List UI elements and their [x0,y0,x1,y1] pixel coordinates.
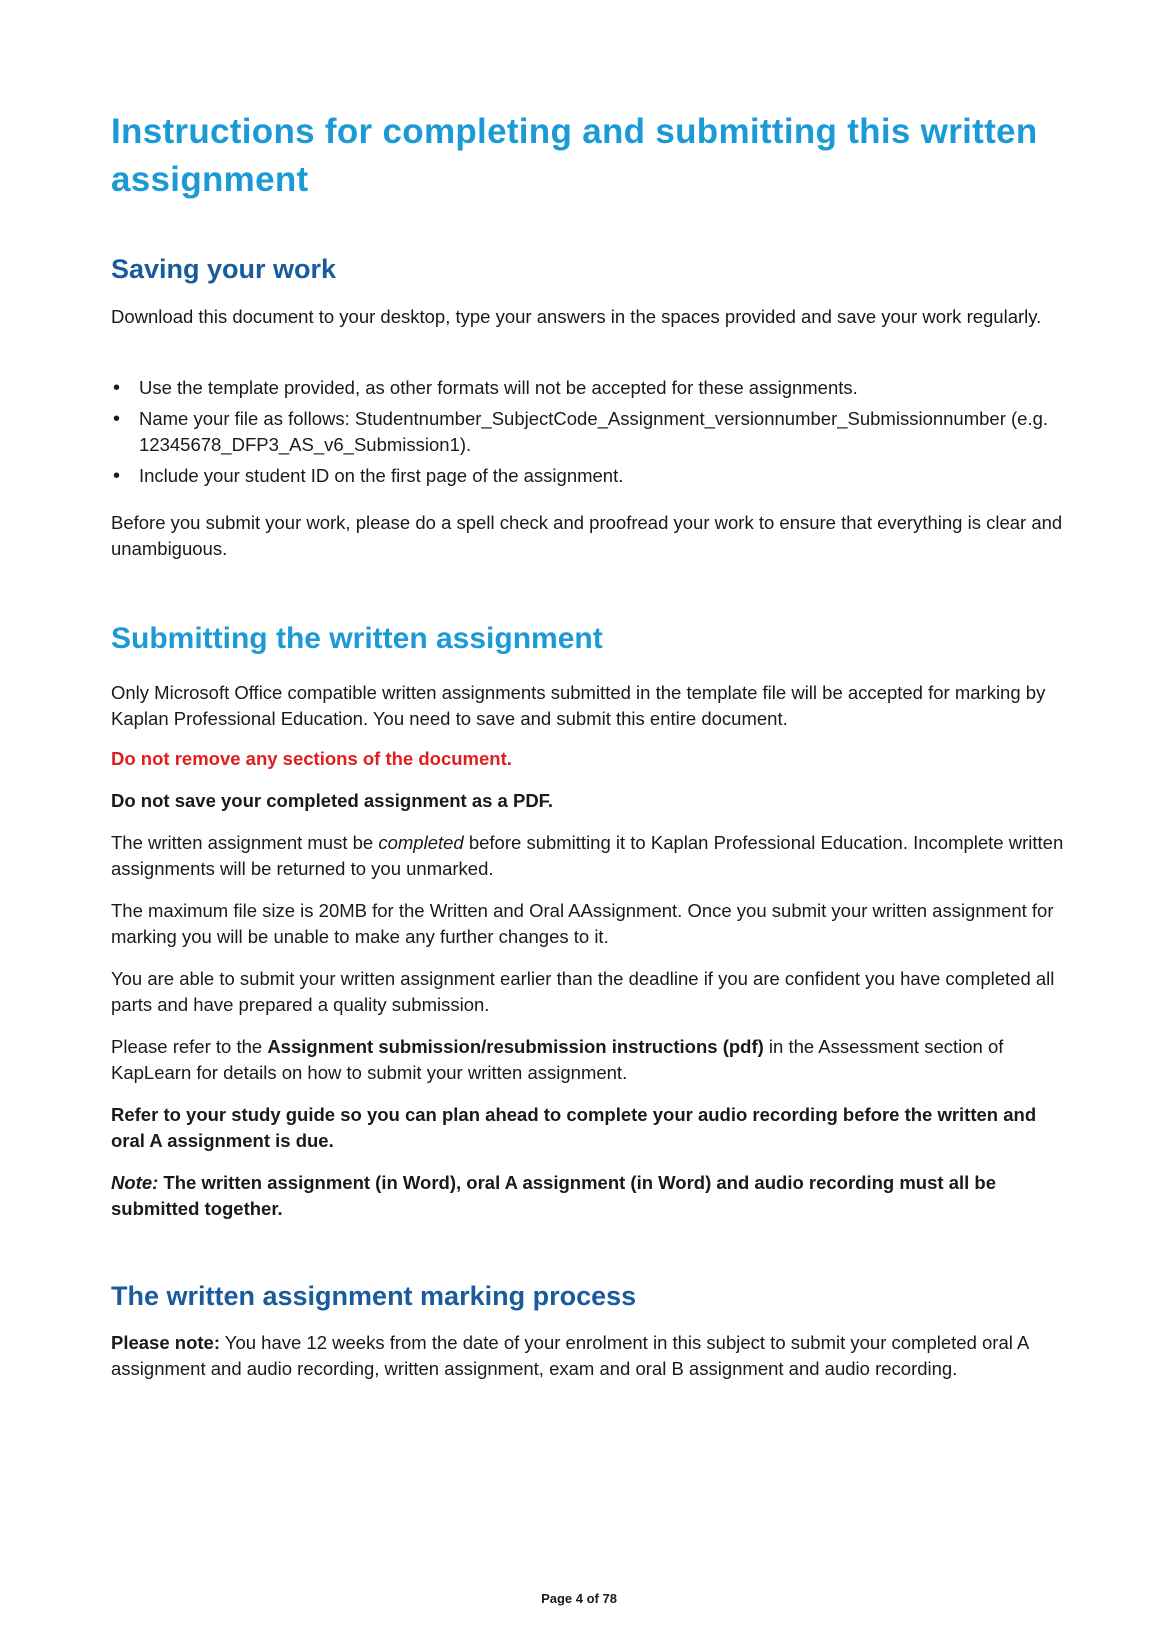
marking-note: Please note: You have 12 weeks from the date of your enrolment in this subject to submit your completed oral A assignment and audio recording, written assignment, exam and oral B assignment and audio recording. [111,1332,1029,1379]
saving-bullet-list [111,375,1071,494]
list-item: • Use the template provided, as other formats will not be accepted for these assignments. [111,375,1071,401]
submitting-p4: You are able to submit your written assignment earlier than the deadline if you are confident you have completed all parts and have prepared a quality submission. [111,968,1055,1015]
marking-heading: The written assignment marking process [111,1281,637,1311]
submitting-p3: The maximum file size is 20MB for the Written and Oral AAssignment. Once you submit your written assignment for marking you will be unable to make any further changes to it. [111,900,1054,947]
list-item: • Name your file as follows: Studentnumber_SubjectCode_Assignment_versionnumber_Submissionnumber (e.g. 12345678_DFP3_AS_v6_Submission1). [111,406,1071,458]
instructions-link-text: Assignment submission/resubmission instructions (pdf) [267,1036,764,1057]
warning-pdf: Do not save your completed assignment as a PDF. [111,790,554,811]
saving-heading: Saving your work [111,254,337,284]
page-number: Page 4 of 78 [541,1591,617,1606]
saving-intro: Download this document to your desktop, type your answers in the spaces provided and save your work regularly. [111,306,1042,327]
page-title: Instructions for completing and submitting this written assignment [111,112,1038,199]
submitting-p6: Refer to your study guide so you can plan ahead to complete your audio recording before the written and oral A assignment is due. [111,1104,1037,1151]
submitting-p2: The written assignment must be completed before submitting it to Kaplan Professional Education. Incomplete written assignments will be returned to you unmarked. [111,832,1064,879]
warning-red: Do not remove any sections of the document. [111,748,512,769]
submitting-heading: Submitting the written assignment [111,622,603,655]
submitting-p5: Please refer to the Assignment submission/resubmission instructions (pdf) in the Assessment section of KapLearn for details on how to submit your written assignment. [111,1036,1004,1083]
list-item: • Include your student ID on the first page of the assignment. [111,463,1071,489]
submitting-note: Note: The written assignment (in Word), oral A assignment (in Word) and audio recording must all be submitted together. [111,1172,996,1219]
saving-outro: Before you submit your work, please do a spell check and proofread your work to ensure that everything is clear and unambiguous. [111,512,1063,559]
submitting-p1: Only Microsoft Office compatible written assignments submitted in the template file will be accepted for marking by Kaplan Professional Education. You need to save and submit this entire document. [111,682,1046,729]
